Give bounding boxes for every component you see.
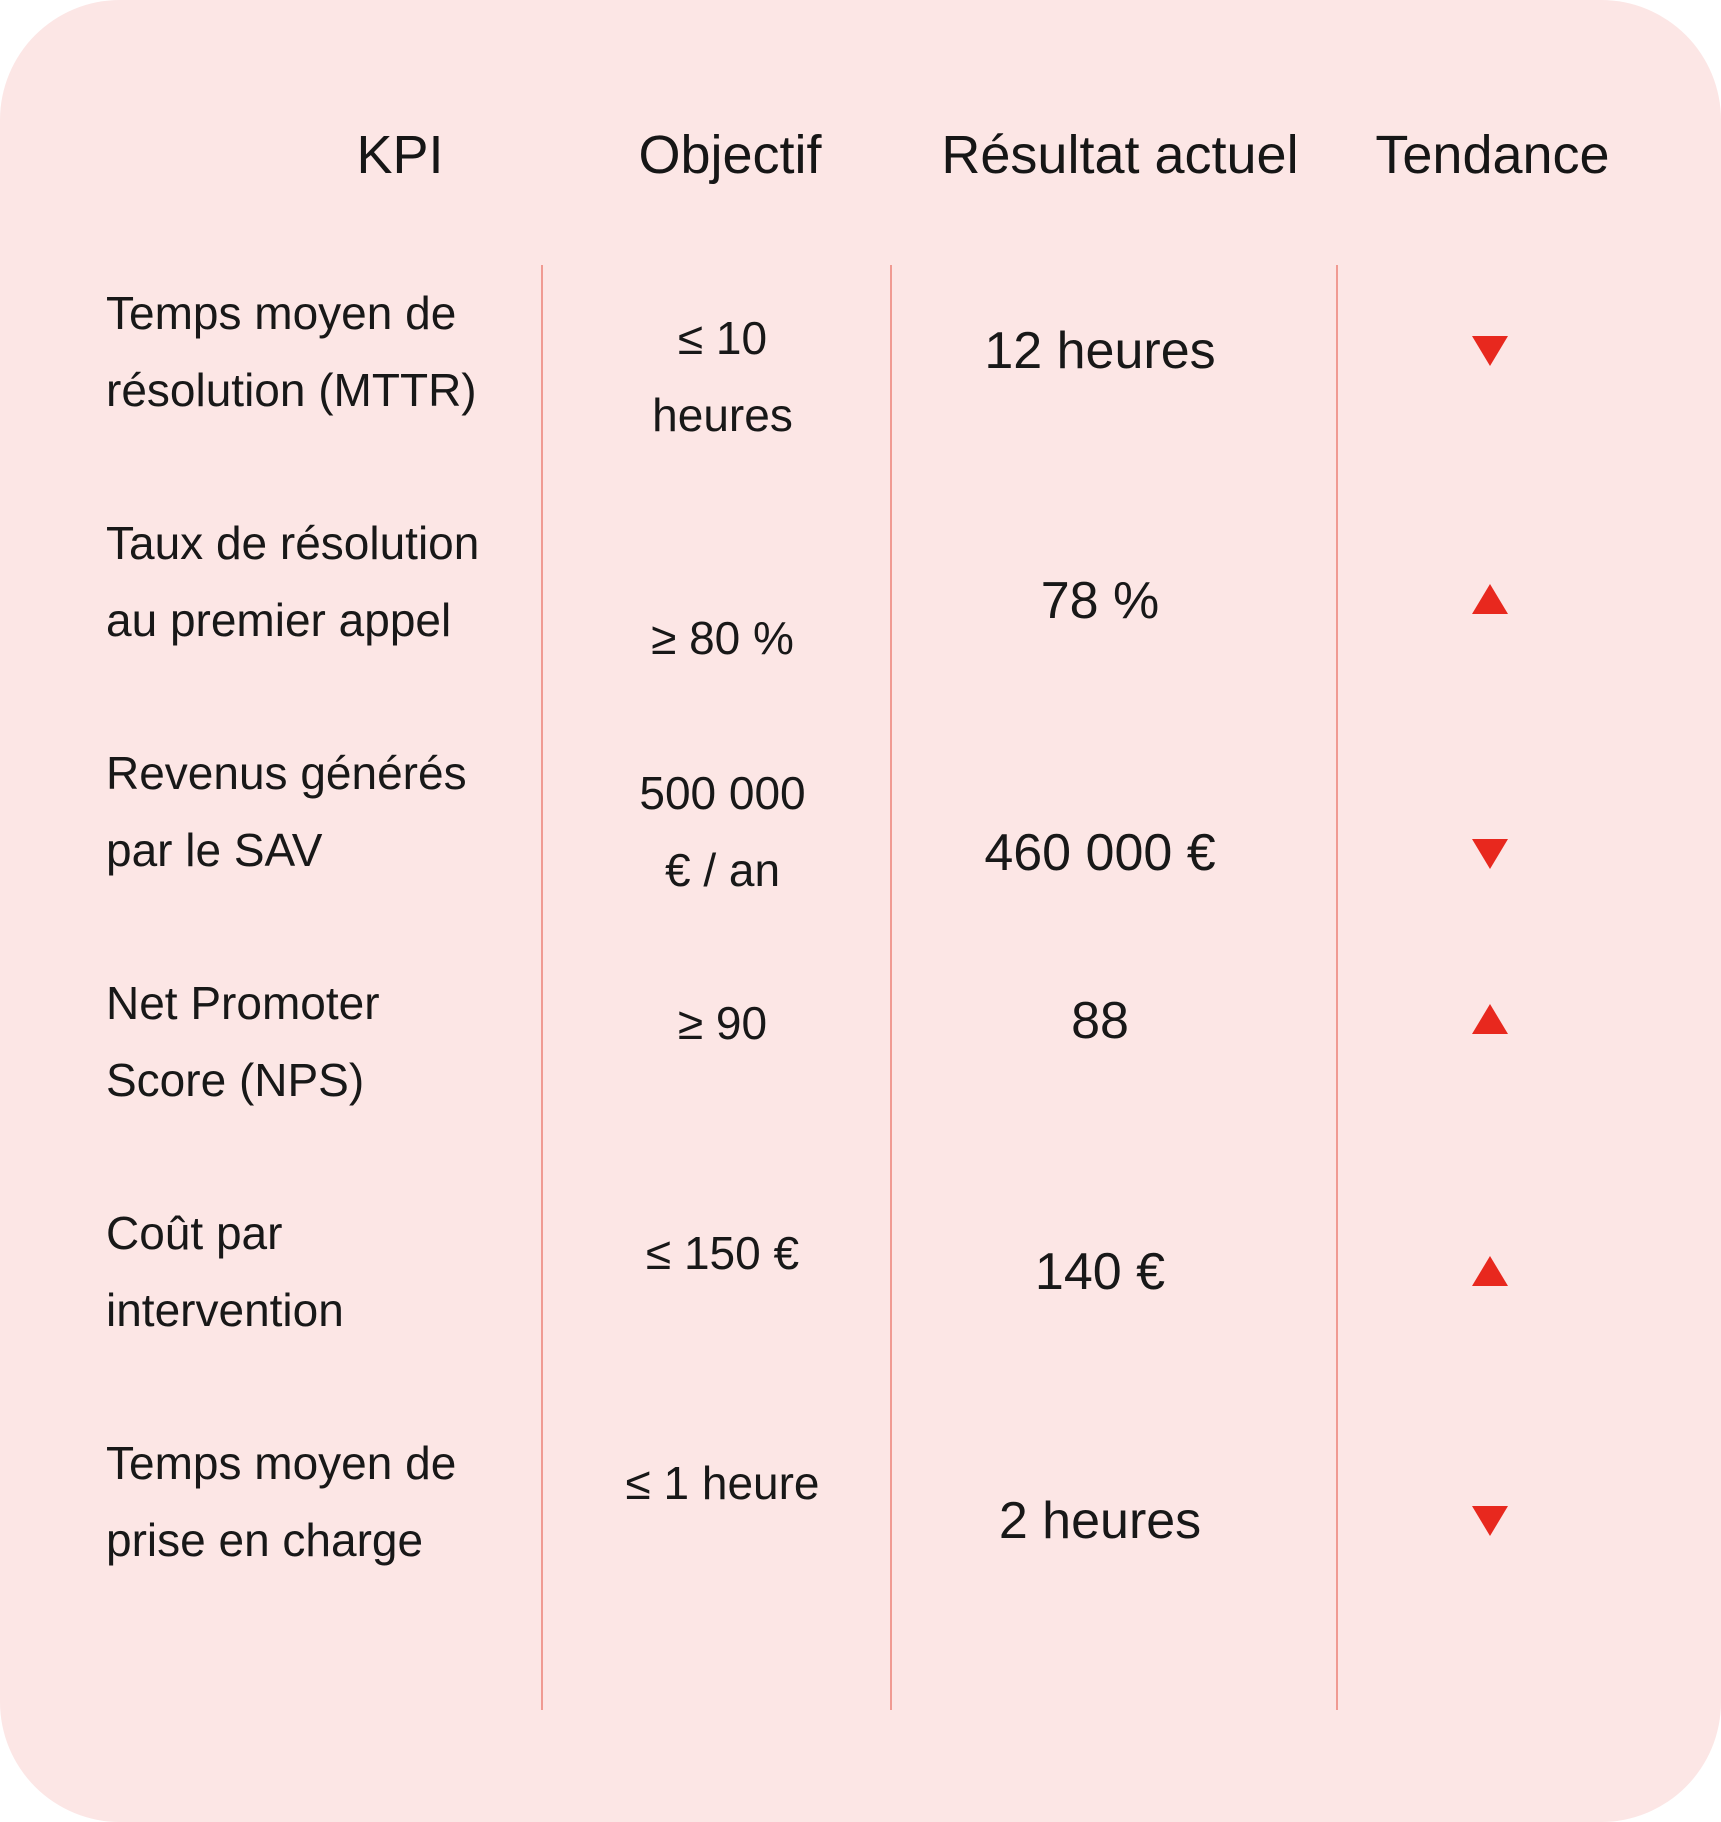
kpi-line: Net Promoter bbox=[106, 977, 380, 1029]
target-cell bbox=[545, 1190, 900, 1445]
trend-down-icon bbox=[1470, 1500, 1510, 1540]
kpi-line: Revenus générés bbox=[106, 747, 467, 799]
trend-down-icon bbox=[1470, 330, 1510, 370]
table-row bbox=[0, 270, 1721, 500]
result-cell: 460 000 € bbox=[984, 824, 1216, 882]
kpi-line: Score (NPS) bbox=[106, 1054, 365, 1106]
result-cell: 88 bbox=[1071, 992, 1129, 1050]
table-row bbox=[0, 500, 1721, 730]
table-row bbox=[0, 960, 1721, 1190]
target-line: € / an bbox=[664, 844, 781, 896]
table-row bbox=[0, 1420, 1721, 1650]
trend-up-icon bbox=[1470, 1252, 1510, 1292]
kpi-line: Coût par bbox=[106, 1207, 283, 1259]
table-row bbox=[0, 730, 1721, 960]
kpi-line: Temps moyen de bbox=[106, 287, 457, 339]
kpi-cell bbox=[106, 960, 536, 1195]
target-cell bbox=[545, 1420, 900, 1675]
table-row bbox=[0, 1190, 1721, 1420]
header-result: Résultat actuel bbox=[941, 125, 1299, 185]
kpi-cell bbox=[106, 270, 536, 505]
kpi-cell bbox=[106, 500, 536, 735]
target-line: ≥ 90 bbox=[677, 997, 768, 1049]
target-cell bbox=[545, 270, 900, 530]
kpi-line: prise en charge bbox=[106, 1514, 424, 1566]
header-target: Objectif bbox=[638, 125, 822, 185]
kpi-cell bbox=[106, 1420, 536, 1655]
target-line: ≥ 80 % bbox=[651, 612, 794, 664]
target-line: ≤ 150 € bbox=[645, 1227, 800, 1279]
target-line: ≤ 10 bbox=[677, 312, 768, 364]
result-cell: 78 % bbox=[1040, 572, 1160, 630]
target-line: heures bbox=[652, 389, 793, 441]
header-kpi: KPI bbox=[356, 125, 444, 185]
result-cell: 12 heures bbox=[984, 322, 1216, 380]
kpi-line: intervention bbox=[106, 1284, 344, 1336]
trend-up-icon bbox=[1470, 1000, 1510, 1040]
target-cell bbox=[545, 960, 900, 1215]
target-line: 500 000 bbox=[639, 767, 806, 819]
trend-down-icon bbox=[1470, 833, 1510, 873]
kpi-line: Temps moyen de bbox=[106, 1437, 457, 1489]
header-trend: Tendance bbox=[1375, 125, 1610, 185]
result-cell: 140 € bbox=[1034, 1243, 1166, 1301]
kpi-line: Taux de résolution bbox=[106, 517, 480, 569]
kpi-line: au premier appel bbox=[106, 594, 452, 646]
kpi-line: résolution (MTTR) bbox=[106, 364, 477, 416]
target-line: ≤ 1 heure bbox=[625, 1457, 820, 1509]
target-cell bbox=[545, 730, 900, 985]
kpi-line: par le SAV bbox=[106, 824, 323, 876]
kpi-cell bbox=[106, 1190, 536, 1425]
trend-cell bbox=[1340, 1420, 1640, 1730]
result-cell: 2 heures bbox=[998, 1492, 1202, 1550]
kpi-cell bbox=[106, 730, 536, 965]
trend-up-icon bbox=[1470, 580, 1510, 620]
